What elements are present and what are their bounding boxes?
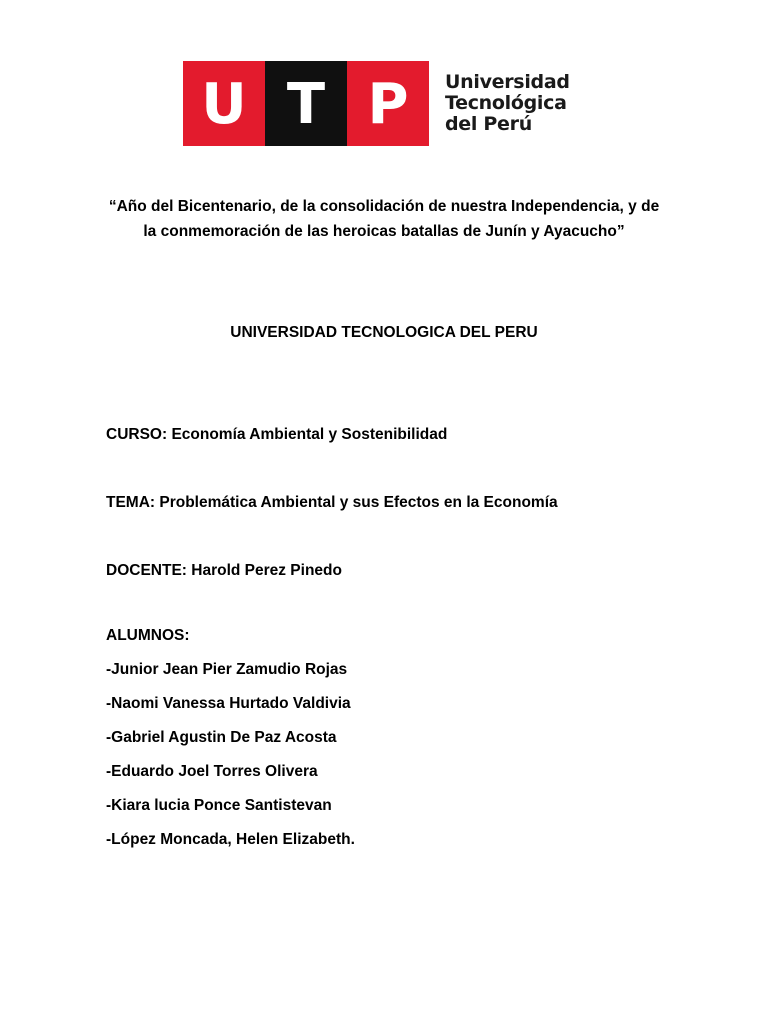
logo-letter-t-glyph: T	[286, 72, 326, 137]
student-item: -Kiara lucia Ponce Santistevan	[106, 797, 332, 814]
logo-text-line-3: del Perú	[445, 113, 532, 135]
course-line: CURSO: Economía Ambiental y Sostenibilidad	[106, 426, 448, 443]
logo-text-line-1: Universidad	[445, 71, 570, 93]
logo-letter-p	[347, 61, 429, 146]
student-item: -López Moncada, Helen Elizabeth.	[106, 831, 355, 848]
motto	[60, 194, 708, 244]
student-item: -Eduardo Joel Torres Olivera	[106, 763, 318, 780]
logo-letter-t	[265, 61, 347, 146]
motto-line-2: la conmemoración de las heroicas batallas de Junín y Ayacucho”	[143, 223, 625, 240]
logo-text-line-2: Tecnológica	[445, 92, 567, 114]
logo-letter-u	[183, 61, 265, 146]
university-name: UNIVERSIDAD TECNOLOGICA DEL PERU	[230, 324, 538, 341]
motto-line-1: “Año del Bicentenario, de la consolidación de nuestra Independencia, y de	[108, 198, 660, 215]
logo-wordmark	[445, 72, 570, 135]
utp-logo	[183, 61, 570, 146]
logo-letter-u-glyph: U	[201, 72, 247, 137]
student-item: -Junior Jean Pier Zamudio Rojas	[106, 661, 348, 678]
topic-line: TEMA: Problemática Ambiental y sus Efectos en la Economía	[106, 494, 558, 511]
students-label: ALUMNOS:	[106, 627, 190, 644]
teacher-line: DOCENTE: Harold Perez Pinedo	[106, 562, 342, 579]
student-item: -Naomi Vanessa Hurtado Valdivia	[106, 695, 351, 712]
student-item: -Gabriel Agustin De Paz Acosta	[106, 729, 337, 746]
logo-letter-p-glyph: P	[367, 72, 409, 137]
